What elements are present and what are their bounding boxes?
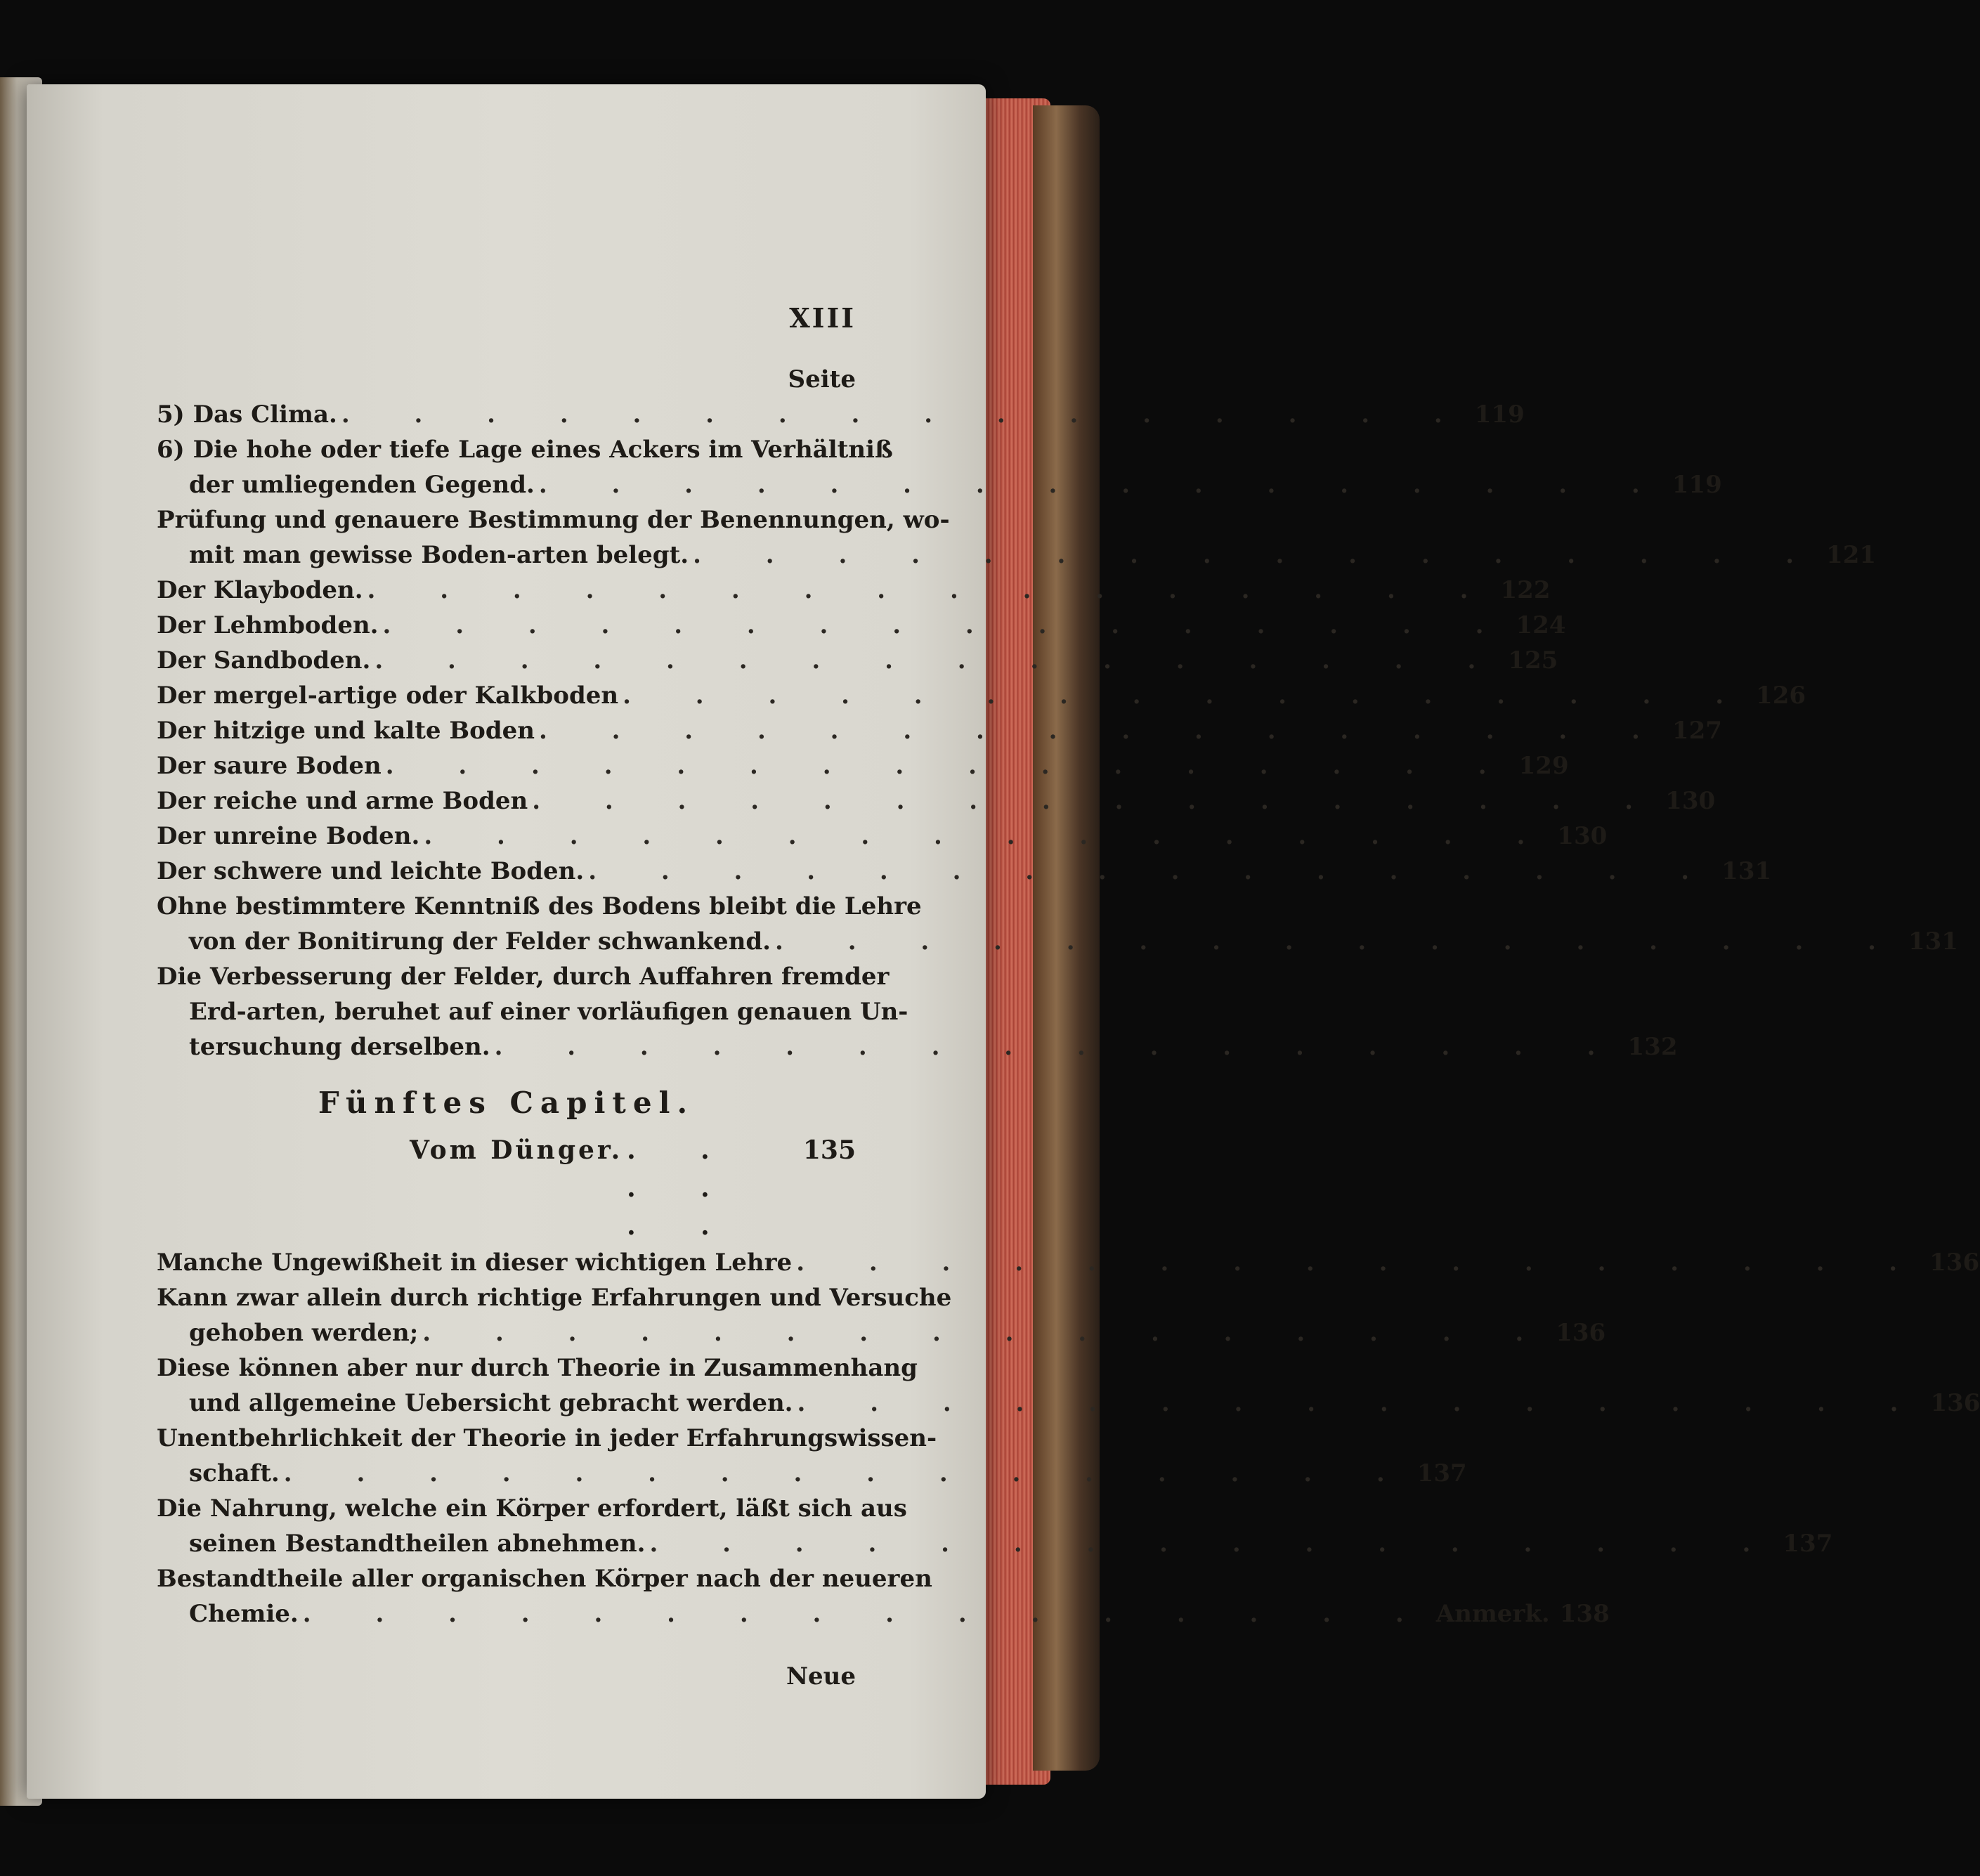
toc-entry-line: Der schwere und leichte Boden. xyxy=(157,857,585,885)
toc-entry-line: Prüfung und genauere Bestimmung der Benennungen, wo- xyxy=(157,506,950,534)
toc-entry xyxy=(157,1421,1467,1491)
toc-entry xyxy=(157,1280,1606,1350)
toc-entry-note: Anmerk. xyxy=(1435,1600,1550,1628)
toc-entry xyxy=(157,783,1716,819)
toc-entry-line: Die Verbesserung der Felder, durch Auffahren fremder xyxy=(157,963,890,991)
toc-entry-page: 137 xyxy=(1783,1530,1833,1558)
chapter-subheading-title: Vom Dünger. xyxy=(410,1135,623,1165)
toc-entry-line: mit man gewisse Boden-arten belegt. xyxy=(189,541,689,569)
toc-entry-page: 122 xyxy=(1500,576,1551,604)
toc-entry-row xyxy=(157,397,1525,432)
toc-entry-page: 131 xyxy=(1908,927,1958,956)
toc-entry xyxy=(157,608,1566,643)
leader-dots: . . . . . . . . . . . . . . . . xyxy=(283,1459,1413,1487)
chapter-subheading xyxy=(157,1131,856,1245)
leader-dots: . . . . . . . . . . . . . . . . xyxy=(693,541,1823,569)
toc-entry-row xyxy=(157,854,1772,889)
toc-entry xyxy=(157,854,1772,889)
toc-entry-row xyxy=(157,783,1716,819)
toc-entry-line: Der unreine Boden. xyxy=(157,822,420,850)
leader-dots: . . . . . . . . . . . . . . . . xyxy=(538,717,1668,745)
leader-dots: . . . . . . . . . . . . . . . . xyxy=(494,1033,1624,1061)
toc-entry-row xyxy=(157,1596,1610,1631)
leader-dots: . . . . . . . . . . . . . . . . xyxy=(302,1600,1432,1628)
leader-dots: . . . . . . xyxy=(627,1135,738,1241)
toc-entry-row xyxy=(157,643,1558,678)
toc-entry-row xyxy=(157,1029,1678,1064)
leader-dots: . . . . . . . . . . . . . . . . xyxy=(382,611,1512,639)
page-number: XIII xyxy=(789,302,856,334)
leader-dots: . . . . . . . . . . . . . . . . xyxy=(588,857,1718,885)
toc-entry-page: 130 xyxy=(1665,787,1716,815)
toc-entry-line: Der reiche und arme Boden xyxy=(157,787,528,815)
leader-dots: . . . . . . . . . . . . . . . . xyxy=(797,1389,1927,1417)
chapter-subheading-page: 135 xyxy=(802,1135,856,1165)
toc-entry-line: Die Nahrung, welche ein Körper erfordert, läßt sich aus xyxy=(157,1494,907,1523)
toc-entry xyxy=(157,819,1608,854)
leader-dots: . . . . . . . . . . . . . . . . xyxy=(796,1249,1926,1277)
toc-entry-line: und allgemeine Uebersicht gebracht werden. xyxy=(189,1389,793,1417)
chapter-heading: Fünftes Capitel. xyxy=(318,1086,695,1120)
toc-entry xyxy=(157,573,1551,608)
toc-entry-page: 136 xyxy=(1556,1319,1606,1347)
toc-entry-row xyxy=(157,608,1566,643)
toc-entry-line: Ohne bestimmtere Kenntniß des Bodens bleibt die Lehre xyxy=(157,892,922,920)
toc-entry-page: 125 xyxy=(1508,646,1558,675)
toc-section-chapter-5 xyxy=(157,1245,1980,1631)
toc-entry xyxy=(157,713,1722,748)
leader-dots: . . . . . . . . . . . . . . . . xyxy=(649,1530,1779,1558)
toc-entry-line: seinen Bestandtheilen abnehmen. xyxy=(189,1530,646,1558)
leader-dots: . . . . . . . . . . . . . . . . xyxy=(385,752,1515,780)
toc-entry xyxy=(157,397,1525,432)
leader-dots: . . . . . . . . . . . . . . . . xyxy=(422,1319,1552,1347)
toc-entry-page: 126 xyxy=(1756,682,1806,710)
leader-dots: . . . . . . . . . . . . . . . . xyxy=(341,400,1471,429)
toc-entry xyxy=(157,1350,1980,1421)
book-page xyxy=(27,84,1980,1799)
toc-entry-line: Der mergel-artige oder Kalkboden xyxy=(157,682,619,710)
toc-entry-row xyxy=(157,1456,1467,1491)
toc-entry-row xyxy=(157,748,1569,783)
toc-entry-page: 119 xyxy=(1672,471,1722,499)
toc-entry-line: Der Klayboden. xyxy=(157,576,363,604)
toc-section-chapter-4 xyxy=(157,397,1958,1064)
toc-entry-line: gehoben werden; xyxy=(189,1319,419,1347)
toc-entry-row xyxy=(157,1526,1833,1561)
toc-entry-page: 124 xyxy=(1516,611,1566,639)
toc-entry-row xyxy=(157,1245,1980,1280)
toc-entry-line: Chemie. xyxy=(189,1600,299,1628)
toc-entry-page: 136 xyxy=(1929,1249,1980,1277)
toc-entry xyxy=(157,959,1678,1064)
toc-entry xyxy=(157,643,1558,678)
toc-entry-line: 6) Die hohe oder tiefe Lage eines Ackers im Verhältniß xyxy=(157,436,893,464)
toc-entry-line: Diese können aber nur durch Theorie in Zusammenhang xyxy=(157,1354,918,1382)
toc-entry-line: Bestandtheile aller organischen Körper nach der neueren xyxy=(157,1565,932,1593)
toc-entry xyxy=(157,502,1877,573)
toc-entry-line: Der hitzige und kalte Boden xyxy=(157,717,535,745)
toc-entry-page: 130 xyxy=(1557,822,1608,850)
page-column-label: Seite xyxy=(788,365,856,393)
leader-dots: . . . . . . . . . . . . . . . . xyxy=(424,822,1554,850)
toc-entry-page: 119 xyxy=(1474,400,1525,429)
catchword: Neue xyxy=(786,1662,856,1691)
toc-entry-row xyxy=(157,713,1722,748)
leader-dots: . . . . . . . . . . . . . . . . xyxy=(538,471,1668,499)
toc-entry-line: Unentbehrlichkeit der Theorie in jeder Erfahrungswissen- xyxy=(157,1424,937,1452)
toc-entry xyxy=(157,432,1722,502)
toc-entry-page: 127 xyxy=(1672,717,1722,745)
toc-entry-row xyxy=(157,924,1958,959)
toc-entry-row xyxy=(157,538,1877,573)
toc-entry-row xyxy=(157,1315,1606,1350)
toc-entry xyxy=(157,748,1569,783)
toc-entry-line: Der Lehmboden. xyxy=(157,611,379,639)
toc-entry-page: 136 xyxy=(1930,1389,1980,1417)
toc-entry xyxy=(157,678,1806,713)
toc-entry-line: 5) Das Clima. xyxy=(157,400,337,429)
leader-dots: . . . . . . . . . . . . . . . . xyxy=(532,787,1662,815)
toc-entry xyxy=(157,1245,1980,1280)
toc-entry-line: Erd-arten, beruhet auf einer vorläufigen genauen Un- xyxy=(189,998,908,1026)
leader-dots: . . . . . . . . . . . . . . . . xyxy=(374,646,1504,675)
toc-entry-page: 121 xyxy=(1826,541,1877,569)
toc-entry-row xyxy=(157,1386,1980,1421)
toc-entry-page: 138 xyxy=(1559,1600,1610,1628)
toc-entry-row xyxy=(157,467,1722,502)
toc-entry-line: Der saure Boden xyxy=(157,752,382,780)
toc-entry-line: tersuchung derselben. xyxy=(189,1033,490,1061)
toc-entry-page: 137 xyxy=(1416,1459,1467,1487)
table-of-contents xyxy=(157,397,1980,1691)
toc-entry-page: 131 xyxy=(1721,857,1772,885)
toc-entry-row xyxy=(157,819,1608,854)
toc-entry xyxy=(157,889,1958,959)
toc-entry xyxy=(157,1561,1610,1631)
toc-entry-line: Der Sandboden. xyxy=(157,646,371,675)
toc-entry-row xyxy=(157,678,1806,713)
toc-entry-line: von der Bonitirung der Felder schwankend. xyxy=(189,927,771,956)
leader-dots: . . . . . . . . . . . . . . . . xyxy=(367,576,1497,604)
toc-entry-page: 132 xyxy=(1627,1033,1678,1061)
toc-entry-line: der umliegenden Gegend. xyxy=(189,471,535,499)
toc-entry-line: Kann zwar allein durch richtige Erfahrungen und Versuche xyxy=(157,1284,952,1312)
toc-entry xyxy=(157,1491,1833,1561)
toc-entry-row xyxy=(157,573,1551,608)
leader-dots: . . . . . . . . . . . . . . . . xyxy=(623,682,1752,710)
toc-entry-line: schaft. xyxy=(189,1459,280,1487)
leader-dots: . . . . . . . . . . . . . . . . xyxy=(775,927,1904,956)
toc-entry-line: Manche Ungewißheit in dieser wichtigen Lehre xyxy=(157,1249,793,1277)
toc-entry-page: 129 xyxy=(1518,752,1569,780)
